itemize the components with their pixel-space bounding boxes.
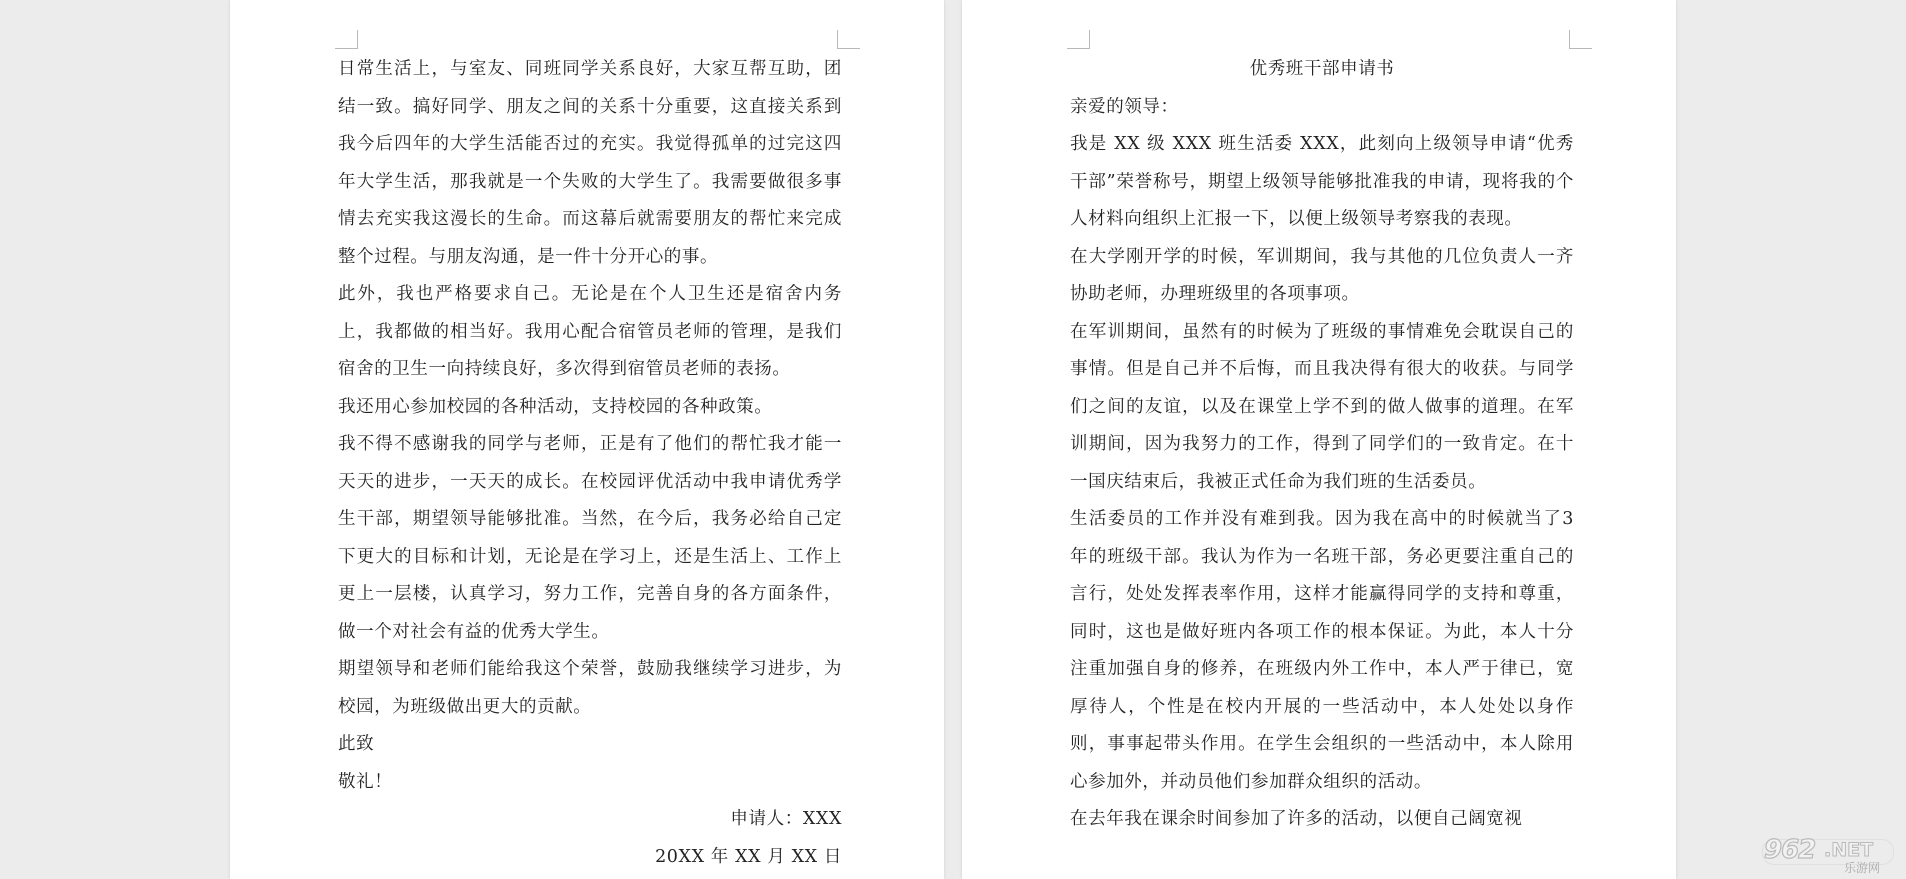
document-page-left[interactable]	[230, 0, 944, 879]
page-body-text[interactable]	[338, 51, 842, 876]
margin-corner-mark	[837, 30, 860, 49]
date-line: 20XX 年 XX 月 XX 日	[655, 846, 842, 867]
watermark-caption: 乐游网	[1844, 861, 1881, 875]
page-body-text[interactable]	[1070, 51, 1574, 839]
margin-corner-mark	[1569, 30, 1592, 49]
body-paragraph: 在大学刚开学的时候，军训期间，我与其他的几位负责人一齐协助老师，办理班级里的各项事项。	[1070, 246, 1574, 304]
margin-corner-mark	[1067, 30, 1090, 49]
signature-line: 申请人：XXX	[730, 809, 842, 829]
body-paragraph: 期望领导和老师们能给我这个荣誉，鼓励我继续学习进步，为校园，为班级做出更大的贡献。	[338, 659, 842, 717]
body-paragraph: 我不得不感谢我的同学与老师，正是有了他们的帮忙我才能一天天的进步，一天天的成长。在校园评优活动中我申请优秀学生干部，期望领导能够批准。当然，在今后，我务必给自己定下更大的目标和计划，无论是在学习上，还是生活上、工作上更上一层楼，认真学习，努力工作，完善自身的各方面条件，做一个对社会有益的优秀大学生。	[338, 434, 842, 642]
site-watermark	[1762, 835, 1898, 875]
margin-corner-mark	[335, 30, 358, 49]
body-paragraph: 在军训期间，虽然有的时候为了班级的事情难免会耽误自己的事情。但是自己并不后悔，而且我决得有很大的收获。与同学们之间的友谊，以及在课堂上学不到的做人做事的道理。在军训期间，因为我努力的工作，得到了同学们的一致肯定。在十一国庆结束后，我被正式任命为我们班的生活委员。	[1070, 321, 1574, 492]
body-paragraph: 我还用心参加校园的各种活动，支持校园的各种政策。	[338, 396, 773, 417]
body-paragraph: 在去年我在课余时间参加了许多的活动，以便自己阔宽视	[1070, 809, 1523, 829]
watermark-number: 962	[1764, 835, 1816, 865]
body-paragraph: 我是 XX 级 XXX 班生活委 XXX，此刻向上级领导申请“优秀干部”荣誉称号，期望上级领导能够批准我的申请，现将我的个人材料向组织上汇报一下，以便上级领导考察我的表现。	[1070, 134, 1574, 229]
watermark-suffix: .NET	[1824, 839, 1874, 861]
document-page-right[interactable]	[962, 0, 1676, 879]
closing-line: 此致	[338, 734, 375, 754]
salutation: 亲爱的领导：	[1070, 96, 1179, 117]
body-paragraph: 此外，我也严格要求自己。无论是在个人卫生还是宿舍内务上，我都做的相当好。我用心配合宿管员老师的管理，是我们宿舍的卫生一向持续良好，多次得到宿管员老师的表扬。	[338, 284, 842, 379]
closing-line: 敬礼！	[338, 771, 393, 792]
body-paragraph: 生活委员的工作并没有难到我。因为我在高中的时候就当了3 年的班级干部。我认为作为一名班干部，务必更要注重自己的言行，处处发挥表率作用，这样才能赢得同学的支持和尊重，同时，这也是做好班内各项工作的根本保证。为此，本人十分注重加强自身的修养，在班级内外工作中，本人严于律已，宽厚待人，个性是在校内开展的一些活动中，本人处处以身作则，事事起带头作用。在学生会组织的一些活动中，本人除用心参加外，并动员他们参加群众组织的活动。	[1070, 509, 1574, 792]
document-title: 优秀班干部申请书	[1249, 59, 1395, 79]
body-paragraph: 日常生活上，与室友、同班同学关系良好，大家互帮互助，团结一致。搞好同学、朋友之间的关系十分重要，这直接关系到我今后四年的大学生活能否过的充实。我觉得孤单的过完这四年大学生活，那我就是一个失败的大学生了。我需要做很多事情去充实我这漫长的生命。而这幕后就需要朋友的帮忙来完成整个过程。与朋友沟通，是一件十分开心的事。	[338, 59, 842, 267]
